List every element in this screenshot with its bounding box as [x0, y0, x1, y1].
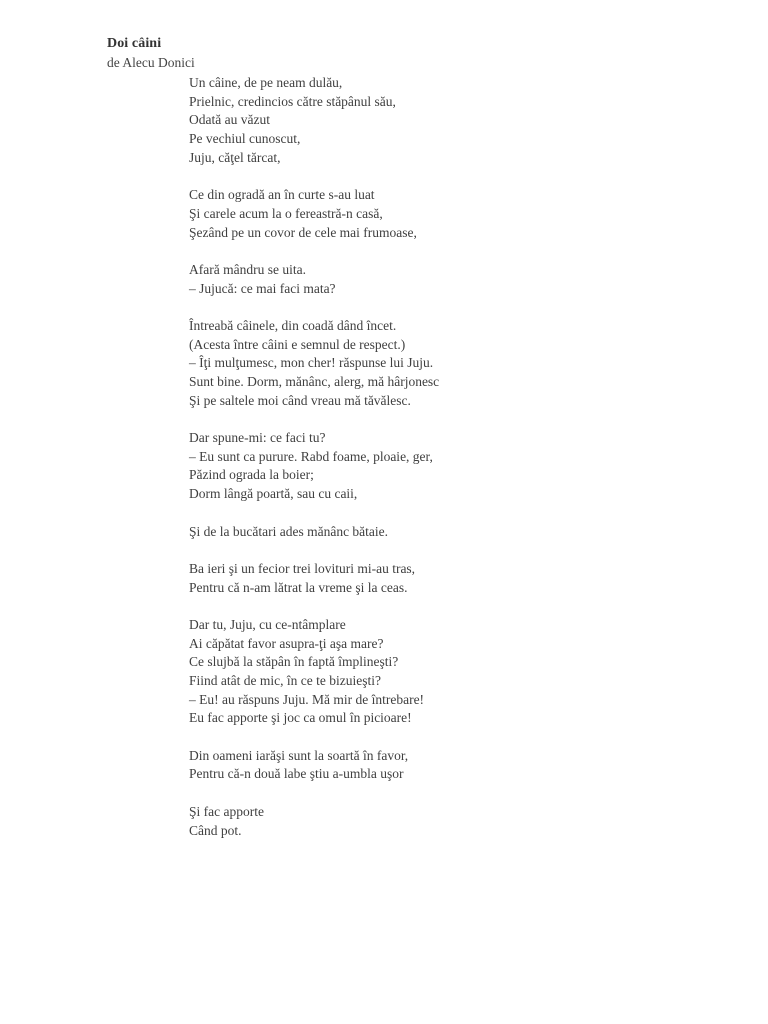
poem-line: Ce din ogradă an în curte s-au luat	[189, 187, 375, 203]
poem-line: Întreabă câinele, din coadă dând încet.	[189, 317, 397, 333]
poem-line: Şi de la bucătari ades mănânc bătaie.	[189, 523, 389, 539]
poem-line: Şezând pe un covor de cele mai frumoase,	[189, 224, 417, 240]
poem-line: Fiind atât de mic, în ce te bizuieşti?	[189, 673, 381, 688]
stanza	[189, 616, 729, 728]
poem-line: Prielnic, credincios către stăpânul său,	[189, 93, 396, 109]
stanza	[189, 261, 729, 298]
poem-line: Ai căpătat favor asupra-ţi aşa mare?	[189, 635, 384, 651]
poem-line: – Jujucă: ce mai faci mata?	[189, 280, 336, 296]
poem-line: Ba ieri şi un fecior trei lovituri mi-au tras,	[189, 560, 416, 576]
poem-line: Pentru că-n două labe ştiu a-umbla uşor	[189, 766, 404, 782]
document-author: de Alecu Donici	[107, 55, 195, 70]
poem-line: Dorm lângă poartă, sau cu caii,	[189, 486, 358, 502]
poem-line: (Acesta între câini e semnul de respect.)	[189, 336, 406, 352]
poem-line: Odată au văzut	[189, 112, 270, 128]
poem-line: Păzind ograda la boier;	[189, 467, 314, 483]
document-title: Doi câini	[107, 36, 162, 51]
poem-line: Şi fac apporte	[189, 803, 264, 819]
stanza	[189, 74, 729, 167]
poem-line: Din oameni iarăşi sunt la soartă în favor,	[189, 747, 409, 763]
poem-line: Sunt bine. Dorm, mănânc, alerg, mă hârjonesc	[189, 374, 440, 389]
poem-line: Pentru că n-am lătrat la vreme şi la ceas.	[189, 579, 408, 595]
stanza	[189, 747, 729, 784]
stanza	[189, 560, 729, 597]
poem-line: Juju, căţel tărcat,	[189, 149, 281, 165]
poem-line: – Îţi mulţumesc, mon cher! răspunse lui Juju.	[189, 355, 434, 371]
poem-line: Pe vechiul cunoscut,	[189, 131, 301, 147]
poem-line: Ce slujbă la stăpân în faptă împlineşti?	[189, 654, 399, 670]
stanza	[189, 186, 729, 242]
poem-line: Eu fac apporte şi joc ca omul în picioare!	[189, 710, 412, 726]
poem-line: – Eu! au răspuns Juju. Mă mir de întrebare!	[189, 691, 425, 707]
poem-line: Şi pe saltele moi când vreau mă tăvălesc.	[189, 392, 411, 408]
stanza	[189, 523, 729, 542]
poem-line: Când pot.	[189, 822, 242, 838]
poem-line: Dar tu, Juju, cu ce-ntâmplare	[189, 616, 346, 632]
poem-line: Şi carele acum la o fereastră-n casă,	[189, 205, 383, 221]
poem-line: Un câine, de pe neam dulău,	[189, 75, 343, 90]
stanza	[189, 803, 729, 840]
poem-line: – Eu sunt ca pururе. Rabd foame, ploaie, ger,	[189, 448, 433, 464]
poem-line: Afară mândru se uita.	[189, 261, 306, 277]
stanza	[189, 429, 729, 504]
poem-body	[189, 74, 729, 859]
stanza	[189, 317, 729, 410]
poem-line: Dar spune-mi: ce faci tu?	[189, 430, 326, 446]
